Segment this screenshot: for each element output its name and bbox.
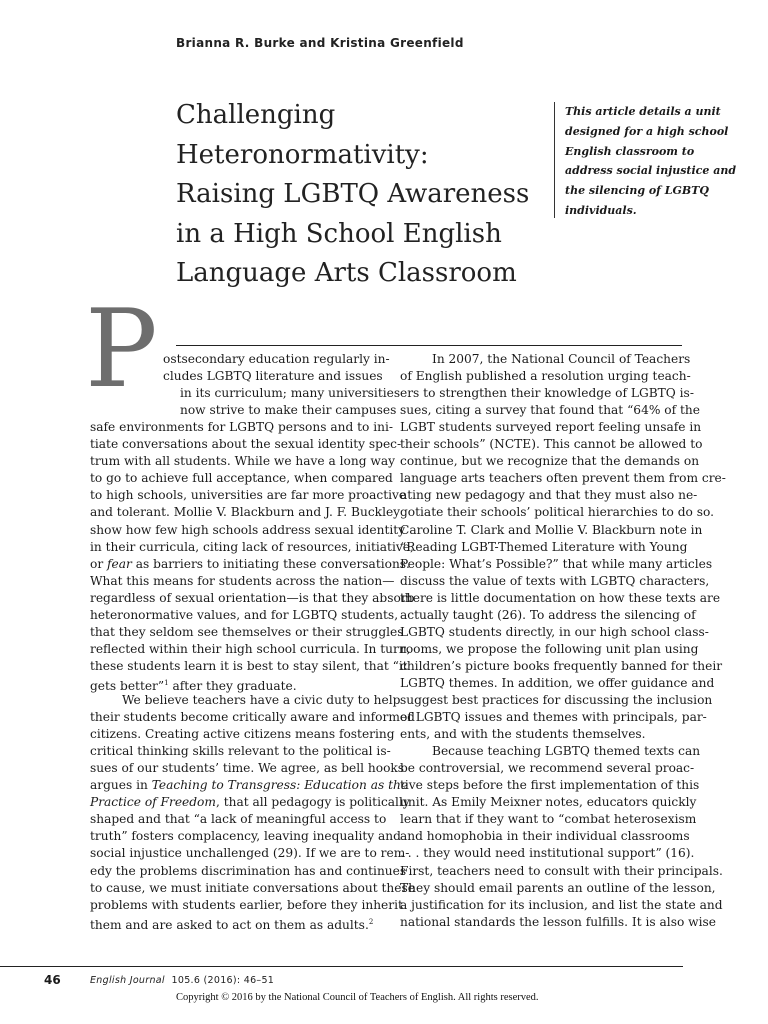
body-column-left <box>90 351 415 941</box>
body-text-line: ating new pedagogy and that they must also ne- <box>400 488 698 503</box>
body-text-line: a justification for its inclusion, and list the state and <box>400 897 723 912</box>
body-text-line: rooms, we propose the following unit plan using <box>400 641 699 656</box>
body-text-line: their students become critically aware and informed <box>90 710 415 725</box>
body-text-line: They should email parents an outline of the lesson, <box>400 880 716 895</box>
body-text-line: ents, and with the students themselves. <box>400 727 646 742</box>
title-line: Challenging <box>176 100 336 130</box>
body-text-line: We believe teachers have a civic duty to help <box>122 693 401 707</box>
title-line: in a High School English <box>176 218 502 249</box>
body-text-line: in their curricula, citing lack of resources, initiative, <box>90 539 414 554</box>
body-text-line: edy the problems discrimination has and continues <box>90 863 407 878</box>
body-text-line: social injustice unchallenged (29). If we are to rem- <box>90 846 410 861</box>
title-line: Language Arts Classroom <box>176 258 517 288</box>
body-text-line: cludes LGBTQ literature and issues <box>163 369 383 384</box>
abstract-line: designed for a high school <box>565 124 729 138</box>
article-title <box>176 96 556 294</box>
drop-cap: P <box>85 287 158 412</box>
journal-citation <box>90 975 274 986</box>
body-text-line: argues in Teaching to Transgress: Education as the <box>90 778 409 793</box>
body-text-line: . . . they would need institutional support” (16). <box>400 846 695 861</box>
body-text-line: gets better”$^1$ after they graduate. <box>90 678 297 693</box>
body-text-line: of English published a resolution urging teach- <box>400 369 691 384</box>
body-text-line: citizens. Creating active citizens means fostering <box>90 727 395 742</box>
body-text-line: Practice of Freedom, that all pedagogy is politically <box>90 795 410 810</box>
title-line: Raising LGBTQ Awareness <box>176 179 530 209</box>
body-column-right <box>400 351 726 941</box>
body-text-line: now strive to make their campuses <box>180 403 397 418</box>
body-text-line: regardless of sexual orientation—is that they absorb <box>90 590 415 605</box>
body-text-line: of LGBTQ issues and themes with principals, par- <box>400 710 707 725</box>
page-number: 46 <box>44 973 61 987</box>
body-text-line: truth” fosters complacency, leaving inequality and <box>90 829 401 844</box>
body-text-line: to go to achieve full acceptance, when compared <box>90 471 393 486</box>
body-text-line: critical thinking skills relevant to the political is- <box>90 744 391 759</box>
body-text-line: and tolerant. Mollie V. Blackburn and J. F. Buckley <box>90 505 401 520</box>
body-text-line: unit. As Emily Meixner notes, educators quickly <box>400 795 697 810</box>
abstract-line: address social injustice and <box>565 164 737 178</box>
body-text-line: be controversial, we recommend several proac- <box>400 761 695 776</box>
body-text-line: in its curriculum; many universities <box>180 386 401 401</box>
abstract-line: This article details a unit <box>565 105 721 118</box>
journal-name: English Journal <box>90 975 165 986</box>
header-divider <box>176 345 682 346</box>
article-abstract <box>554 102 737 218</box>
body-text-line: LGBTQ themes. In addition, we offer guidance and <box>400 675 715 690</box>
abstract-line: English classroom to <box>565 144 695 158</box>
body-text-line: Caroline T. Clark and Mollie V. Blackburn note in <box>400 522 703 537</box>
copyright-notice: Copyright © 2016 by the National Council of Teachers of English. All rights reserved. <box>176 992 539 1003</box>
body-text-line: to high schools, universities are far more proactive <box>90 488 407 503</box>
body-text-line: safe environments for LGBTQ persons and to ini- <box>90 420 394 435</box>
body-text-line: trum with all students. While we have a long way <box>90 454 396 469</box>
body-text-line: heteronormative values, and for LGBTQ students, <box>90 607 399 622</box>
body-text-line: continue, but we recognize that the demands on <box>400 454 700 469</box>
abstract-line: individuals. <box>565 203 637 217</box>
body-text-line: problems with students earlier, before they inherit <box>90 897 403 912</box>
body-text-line: gotiate their schools’ political hierarchies to do so. <box>400 505 715 520</box>
body-text-line: discuss the value of texts with LGBTQ characters, <box>400 573 710 588</box>
body-text-line: their schools” (NCTE). This cannot be allowed to <box>400 437 703 452</box>
body-text-line: suggest best practices for discussing the inclusion <box>400 693 713 707</box>
body-text-line: to cause, we must initiate conversations about these <box>90 880 415 895</box>
body-text-line: “Reading LGBT-Themed Literature with Young <box>400 539 688 554</box>
abstract-line: the silencing of LGBTQ <box>565 184 709 198</box>
journal-volume: 105.6 (2016): 46–51 <box>171 975 275 986</box>
body-text-line: What this means for students across the nation— <box>90 573 395 588</box>
body-text-line: sues of our students’ time. We agree, as bell hooks <box>90 761 405 776</box>
body-text-line: language arts teachers often prevent them from cre- <box>400 471 726 486</box>
body-text-line: show how few high schools address sexual identity <box>90 522 406 537</box>
body-text-line: ers to strengthen their knowledge of LGBTQ is- <box>400 386 694 401</box>
body-text-line: there is little documentation on how these texts are <box>400 590 721 605</box>
body-text-line: In 2007, the National Council of Teachers <box>432 352 691 366</box>
body-text-line: tiate conversations about the sexual identity spec- <box>90 437 402 452</box>
body-text-line: People: What’s Possible?” that while many articles <box>400 556 713 571</box>
body-text-line: children’s picture books frequently banned for their <box>400 658 723 673</box>
body-text-line: these students learn it is best to stay silent, that “it <box>90 658 408 673</box>
body-text-line: learn that if they want to “combat heterosexism <box>400 812 697 827</box>
title-line: Heteronormativity: <box>176 139 429 170</box>
body-text-line: sues, citing a survey that found that “64% of the <box>400 403 700 418</box>
author-byline: Brianna R. Burke and Kristina Greenfield <box>176 36 464 50</box>
body-text-line: shaped and that “a lack of meaningful access to <box>90 812 387 827</box>
footer-divider <box>0 966 683 967</box>
body-text-line: them and are asked to act on them as adults.$^2$ <box>90 917 374 932</box>
body-text-line: LGBTQ students directly, in our high school class- <box>400 624 709 639</box>
body-text-line: LGBT students surveyed report feeling unsafe in <box>400 420 702 435</box>
body-text-line: Because teaching LGBTQ themed texts can <box>432 744 701 759</box>
body-text-line: national standards the lesson fulfills. It is also wise <box>400 914 716 929</box>
body-text-line: First, teachers need to consult with their principals. <box>400 863 723 878</box>
body-text-line: ostsecondary education regularly in- <box>163 352 390 366</box>
body-text-line: reflected within their high school curricula. In turn, <box>90 641 411 656</box>
body-text-line: and homophobia in their individual classrooms <box>400 829 690 844</box>
body-text-line: that they seldom see themselves or their struggles <box>90 624 404 639</box>
body-text-line: tive steps before the first implementation of this <box>400 778 700 793</box>
body-text-line: or fear as barriers to initiating these conversations. <box>90 556 410 571</box>
body-text-line: actually taught (26). To address the silencing of <box>400 607 696 622</box>
